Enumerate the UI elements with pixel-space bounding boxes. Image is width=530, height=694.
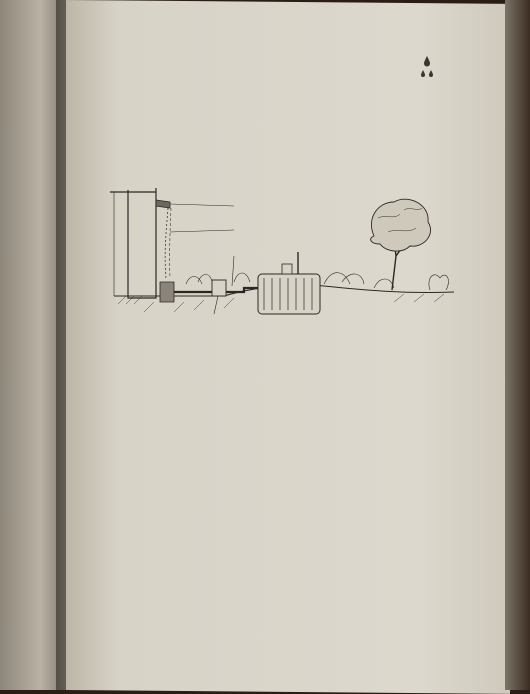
tree — [371, 199, 431, 290]
water-drops-icon — [419, 54, 435, 82]
canale-scupper — [156, 200, 170, 208]
filtration-box — [212, 280, 226, 296]
cistern-tank — [258, 252, 320, 314]
catch-basin — [160, 282, 174, 302]
small-plant — [429, 275, 449, 290]
leader-lines — [170, 204, 234, 314]
page-edge — [505, 0, 530, 690]
house-wall — [110, 188, 156, 298]
water-stream — [165, 208, 168, 278]
conveyance-system-illustration — [74, 178, 464, 348]
